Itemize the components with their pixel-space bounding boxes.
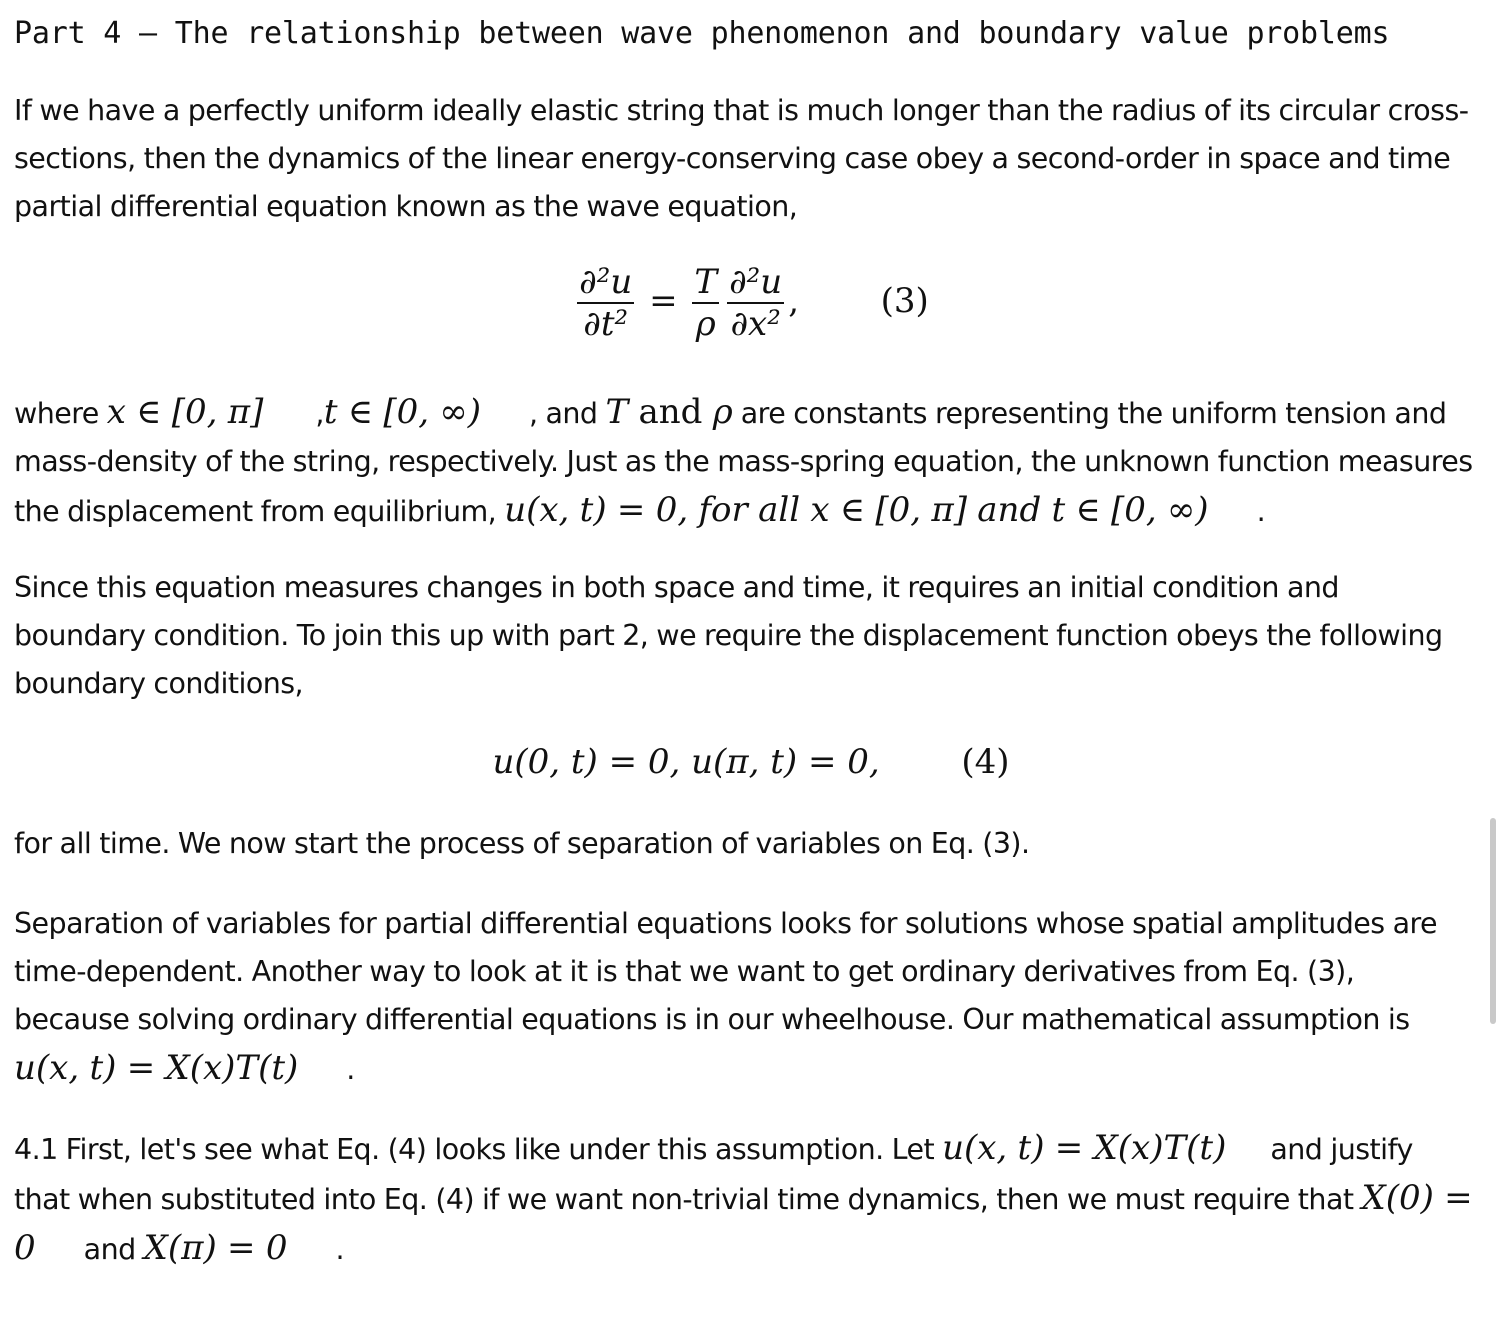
question-mid: and justify that when substituted into Eq. (4) if we want non-trivial time dynamics, then we must require that (14, 1133, 1413, 1216)
page-title: Part 4 – The relationship between wave phenomenon and boundary value problems (14, 16, 1390, 51)
boundary-paragraph: Since this equation measures changes in both space and time, it requires an initial condition and boundary condition. To join this up with part 2, we require the displacement function obeys the following boundary conditions, (14, 571, 1443, 700)
rhs-denominator: ∂x² (730, 304, 781, 344)
equals-sign: = (649, 281, 678, 321)
boundary-equation (0, 742, 1502, 782)
question-lead: 4.1 First, let's see what Eq. (4) looks like under this assumption. Let (14, 1133, 943, 1166)
equation-label-4: (4) (961, 742, 1010, 782)
sentence-end: . (1248, 495, 1266, 528)
sentence-end: . (338, 1053, 355, 1086)
equilibrium-expression: u(x, t) = 0, for all x ∈ [0, π] and t ∈ [0, ∞) (504, 490, 1209, 530)
rhs-fraction (727, 262, 784, 344)
condition-and: and (75, 1233, 144, 1266)
equation-label-3: (3) (880, 281, 929, 321)
where-text: where (14, 397, 107, 430)
wave-equation (0, 262, 1502, 344)
question-assumption: u(x, t) = X(x)T(t) (942, 1128, 1227, 1168)
coefficient-fraction (692, 262, 719, 344)
separation-intro: for all time. We now start the process of separation of variables on Eq. (3). (14, 827, 1030, 860)
t-domain: t ∈ [0, ∞) (323, 392, 481, 432)
intro-paragraph: If we have a perfectly uniform ideally elastic string that is much longer than the radius of its circular cross-sections, then the dynamics of the linear energy-conserving case obey a second-order in space and time partial differential equation known as the wave equation, (14, 94, 1469, 223)
separation-text: Separation of variables for partial differential equations looks for solutions whose spatial amplitudes are time-dependent. Another way to look at it is that we want to get ordinary derivatives from Eq. (3), because solving ordinary differential equations is in our wheelhouse. Our mathematical assumption is (14, 907, 1438, 1036)
rhs-numerator: ∂²u (729, 262, 783, 302)
domain-paragraph (14, 388, 1474, 536)
vertical-scrollbar[interactable] (1490, 818, 1496, 1024)
and-mid: and (628, 392, 713, 432)
separation-assumption: u(x, t) = X(x)T(t) (14, 1048, 299, 1088)
and-text: , and (520, 397, 606, 430)
equation-comma: , (788, 281, 800, 321)
lhs-fraction (577, 262, 634, 344)
separation-paragraph (14, 900, 1474, 1094)
question-4-1 (14, 1124, 1474, 1274)
separator-comma: , (307, 397, 324, 430)
density-symbol: ρ (695, 304, 716, 344)
tension-symbol: T (694, 262, 718, 302)
boundary-expression: u(0, t) = 0, u(π, t) = 0, (492, 742, 880, 782)
density-var: ρ (712, 392, 733, 432)
x-domain: x ∈ [0, π] (106, 392, 264, 432)
lhs-numerator: ∂²u (579, 262, 633, 302)
sentence-end: . (327, 1233, 344, 1266)
lhs-denominator: ∂t² (583, 304, 629, 344)
domain-rest-text: are constants representing the uniform tension and mass-density of the string, respectively. Just as the mass-spring equation, the unknown function measures the displacement from equilibrium, (14, 397, 1473, 528)
tension-var: T (605, 392, 629, 432)
condition-x0: X(0) = 0 (14, 1178, 1473, 1268)
condition-xpi: X(π) = 0 (143, 1228, 288, 1268)
